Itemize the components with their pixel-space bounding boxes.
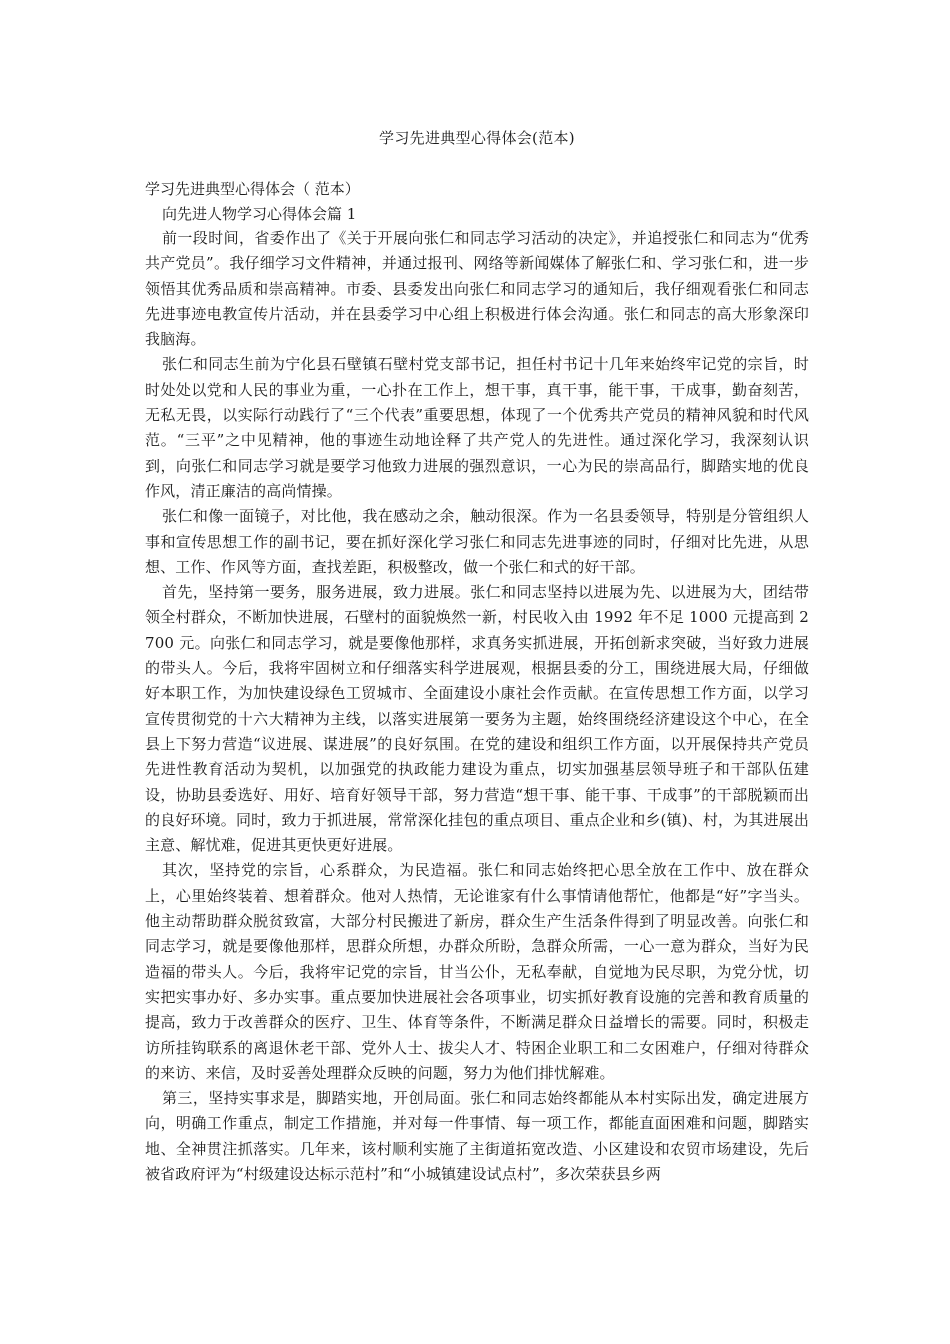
paragraph: 首先，坚持第一要务，服务进展，致力进展。张仁和同志坚持以进展为先、以进展为大，团结带领全村群众，不断加快进展，石壁村的面貌焕然一新，村民收入由 1992 年不足 1000 元提高到 2700 元。向张仁和同志学习，就是要像他那样，求真务实抓进展，开拓创新求突破，当好致力进展的带头人。今后，我将牢固树立和仔细落实科学进展观，根据县委的分工，围绕进展大局，仔细做好本职工作，为加快建设绿色工贸城市、全面建设小康社会作贡献。在宣传思想工作方面，以学习宣传贯彻党的十六大精神为主线，以落实进展第一要务为主题，始终围绕经济建设这个中心，在全县上下努力营造“议进展、谋进展”的良好氛围。在党的建设和组织工作方面，以开展保持共产党员先进性教育活动为契机，以加强党的执政能力建设为重点，切实加强基层领导班子和干部队伍建设，协助县委选好、用好、培育好领导干部，努力营造“想干事、能干事、干成事”的干部脱颖而出的良好环境。同时，致力于抓进展，常常深化挂包的重点项目、重点企业和乡(镇)、村，为其进展出主意、解忧难，促进其更快更好进展。 — [145, 583, 809, 855]
paragraph: 其次，坚持党的宗旨，心系群众，为民造福。张仁和同志始终把心思全放在工作中、放在群众上，心里始终装着、想着群众。他对人热情，无论谁家有什么事情请他帮忙，他都是“好”字当头。他主动帮助群众脱贫致富，大部分村民搬进了新房，群众生产生活条件得到了明显改善。向张仁和同志学习，就是要像他那样，思群众所想，办群众所盼，急群众所需，一心一意为群众，当好为民造福的带头人。今后，我将牢记党的宗旨，甘当公仆，无私奉献，自觉地为民尽职，为党分忧，切实把实事办好、多办实事。重点要加快进展社会各项事业，切实抓好教育设施的完善和教育质量的提高，致力于改善群众的医疗、卫生、体育等条件，不断满足群众日益增长的需要。同时，积极走访所挂钩联系的离退休老干部、党外人士、拔尖人才、特困企业职工和二女困难户，仔细对待群众的来访、来信，及时妥善处理群众反映的问题，努力为他们排忧解难。 — [145, 861, 809, 1082]
article-body — [145, 226, 809, 1187]
paragraph: 第三，坚持实事求是，脚踏实地，开创局面。张仁和同志始终都能从本村实际出发，确定进展方向，明确工作重点，制定工作措施，并对每一件事情、每一项工作，都能直面困难和问题，脚踏实地、全神贯注抓落实。几年来，该村顺利实施了主街道拓宽改造、小区建设和农贸市场建设，先后被省政府评为“村级建设达标示范村”和“小城镇建设试点村”，多次荣获县乡两 — [145, 1089, 809, 1183]
paragraph: 张仁和像一面镜子，对比他，我在感动之余，触动很深。作为一名县委领导，特别是分管组织人事和宣传思想工作的副书记，要在抓好深化学习张仁和同志先进事迹的同时，仔细对比先进，从思想、工作、作风等方面，查找差距，积极整改，做一个张仁和式的好干部。 — [145, 507, 809, 576]
article-heading: 向先进人物学习心得体会篇 1 — [162, 205, 357, 223]
document-subtitle: 学习先进典型心得体会（ 范本） — [145, 180, 360, 198]
document-title: 学习先进典型心得体会(范本) — [379, 129, 575, 147]
paragraph: 前一段时间，省委作出了《关于开展向张仁和同志学习活动的决定》，并追授张仁和同志为“优秀共产党员”。我仔细学习文件精神，并通过报刊、网络等新闻媒体了解张仁和、学习张仁和，进一步领悟其优秀品质和崇高精神。市委、县委发出向张仁和同志学习的通知后，我仔细观看张仁和同志先进事迹电教宣传片活动，并在县委学习中心组上积极进行体会沟通。张仁和同志的高大形象深印我脑海。 — [145, 229, 809, 349]
paragraph: 张仁和同志生前为宁化县石壁镇石壁村党支部书记，担任村书记十几年来始终牢记党的宗旨，时时处处以党和人民的事业为重，一心扑在工作上，想干事，真干事，能干事，干成事，勤奋刻苦，无私无畏，以实际行动践行了“三个代表”重要思想，体现了一个优秀共产党员的精神风貌和时代风范。“三平”之中见精神，他的事迹生动地诠释了共产党人的先进性。通过深化学习，我深刻认识到，向张仁和同志学习就是要学习他致力进展的强烈意识，一心为民的崇高品行，脚踏实地的优良作风，清正廉洁的高尚情操。 — [145, 355, 809, 500]
